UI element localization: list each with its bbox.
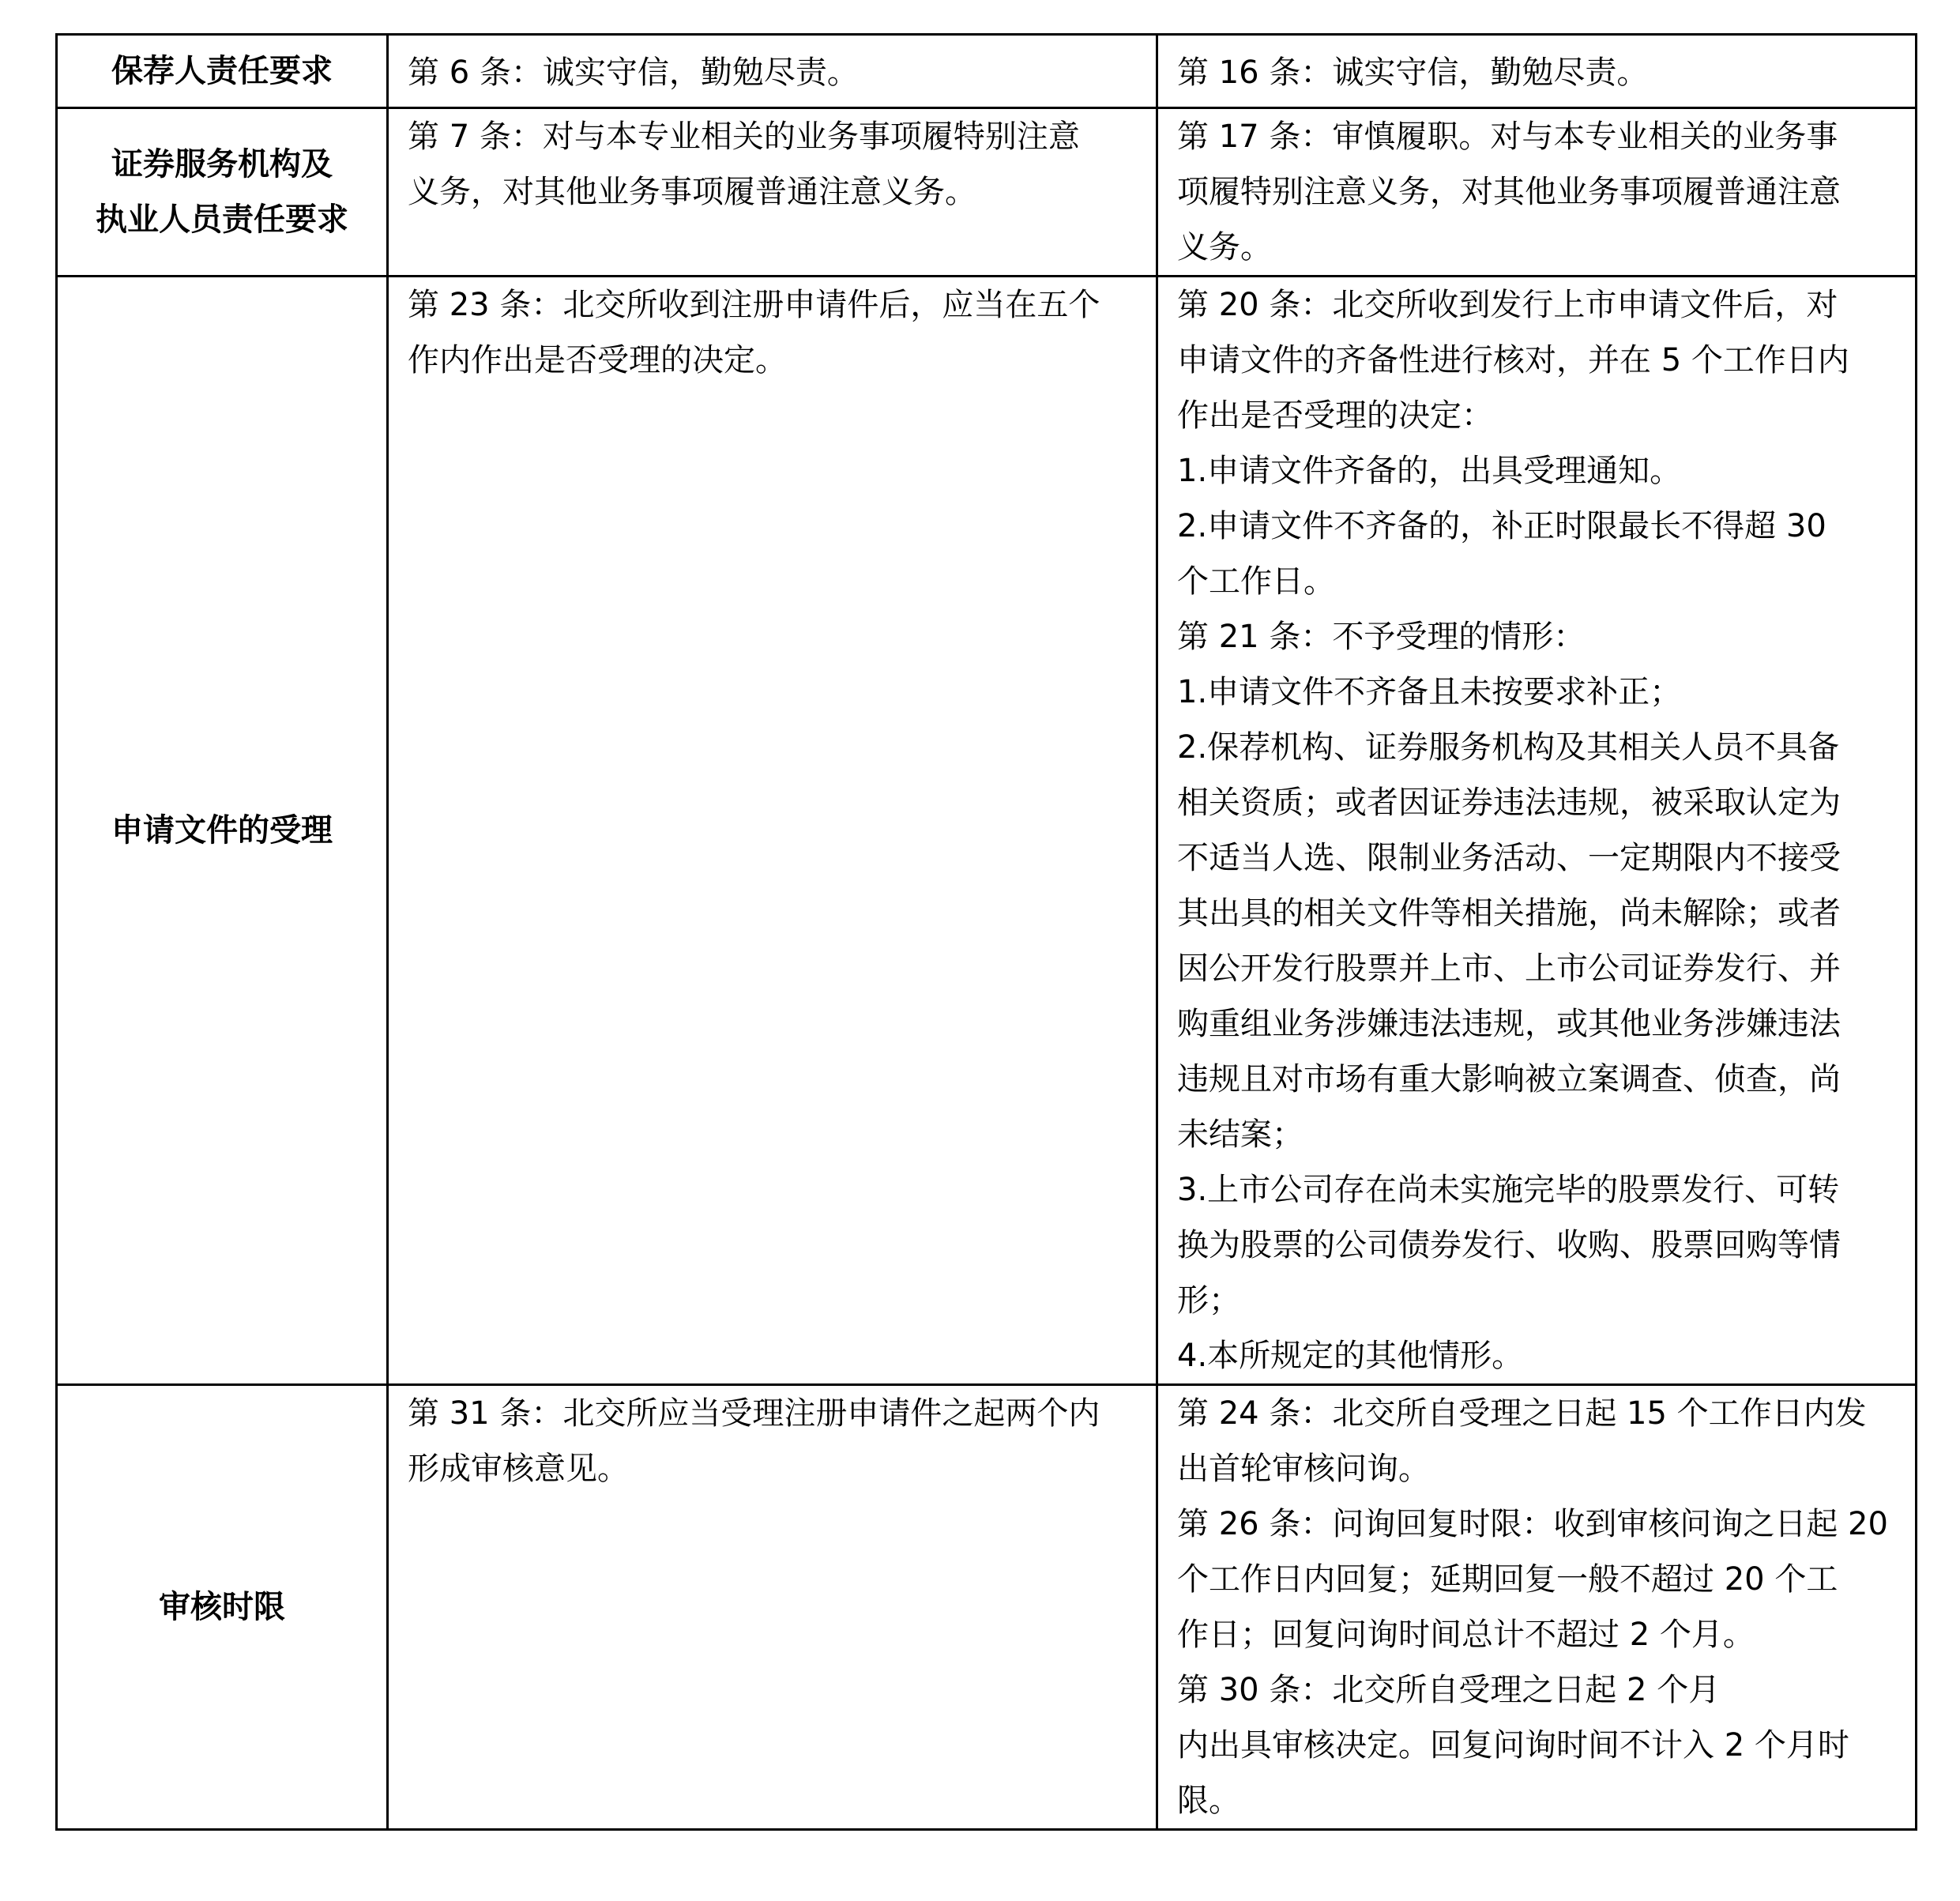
row-label [57, 277, 388, 1385]
cell-line: 形； [1177, 1282, 1240, 1319]
cell-line: 第 26 条：问询回复时限：收到审核问询之日起 20 [1177, 1506, 1888, 1542]
cell-line: 其出具的相关文件等相关措施，尚未解除；或者 [1177, 895, 1841, 932]
table-row [57, 1385, 1917, 1830]
right-cell [1157, 108, 1917, 277]
cell-line: 个工作日内回复；延期回复一般不超过 20 个工 [1177, 1561, 1838, 1598]
table-row [57, 277, 1917, 1385]
cell-line: 限。 [1177, 1782, 1240, 1819]
cell-line: 2.保荐机构、证券服务机构及其相关人员不具备 [1177, 729, 1840, 766]
cell-line: 3.上市公司存在尚未实施完毕的股票发行、可转 [1177, 1172, 1840, 1208]
cell-line: 第 23 条：北交所收到注册申请件后，应当在五个 [408, 287, 1100, 323]
cell-line: 项履特别注意义务，对其他业务事项履普通注意 [1177, 174, 1841, 210]
cell-line: 第 21 条：不予受理的情形： [1177, 619, 1586, 655]
cell-line: 第 6 条：诚实守信，勤勉尽责。 [408, 55, 859, 91]
comparison-table [55, 33, 1917, 1831]
cell-line: 第 31 条：北交所应当受理注册申请件之起两个内 [408, 1395, 1100, 1432]
row-label-line: 证券服务机构及 [111, 146, 333, 183]
cell-line: 4.本所规定的其他情形。 [1177, 1338, 1524, 1374]
left-cell [388, 35, 1157, 108]
cell-line: 购重组业务涉嫌违法违规，或其他业务涉嫌违法 [1177, 1006, 1841, 1042]
cell-line: 未结案； [1177, 1116, 1304, 1153]
right-cell [1157, 35, 1917, 108]
row-label [57, 108, 388, 277]
cell-line: 相关资质；或者因证券违法违规，被采取认定为 [1177, 785, 1841, 821]
left-cell [388, 277, 1157, 1385]
table-row [57, 108, 1917, 277]
left-cell [388, 108, 1157, 277]
cell-line: 换为股票的公司债券发行、收购、股票回购等情 [1177, 1227, 1841, 1263]
cell-line: 第 16 条：诚实守信，勤勉尽责。 [1177, 55, 1649, 91]
row-label [57, 35, 388, 108]
right-cell [1157, 277, 1917, 1385]
cell-line: 个工作日。 [1177, 563, 1335, 600]
row-label-line: 保荐人责任要求 [111, 53, 333, 89]
cell-line: 不适当人选、限制业务活动、一定期限内不接受 [1177, 840, 1841, 876]
cell-line: 形成审核意见。 [408, 1451, 629, 1487]
left-cell [388, 1385, 1157, 1830]
cell-line: 义务。 [1177, 229, 1272, 265]
table-row [57, 35, 1917, 108]
cell-line: 因公开发行股票并上市、上市公司证券发行、并 [1177, 950, 1841, 987]
cell-line: 义务，对其他业务事项履普通注意义务。 [408, 174, 976, 210]
cell-line: 第 24 条：北交所自受理之日起 15 个工作日内发 [1177, 1395, 1867, 1432]
row-label-line: 审核时限 [159, 1589, 285, 1625]
cell-line: 1.申请文件不齐备且未按要求补正； [1177, 674, 1682, 710]
row-label-line: 申请文件的受理 [111, 812, 333, 849]
cell-line: 作出是否受理的决定： [1177, 397, 1493, 434]
cell-line: 出首轮审核问询。 [1177, 1451, 1430, 1487]
row-label [57, 1385, 388, 1830]
cell-line: 第 7 条：对与本专业相关的业务事项履特别注意 [408, 119, 1080, 155]
cell-line: 申请文件的齐备性进行核对，并在 5 个工作日内 [1177, 342, 1849, 378]
row-label-line: 执业人员责任要求 [96, 201, 348, 238]
cell-line: 第 30 条：北交所自受理之日起 2 个月 [1177, 1672, 1721, 1708]
cell-line: 作日；回复问询时间总计不超过 2 个月。 [1177, 1617, 1755, 1653]
cell-line: 2.申请文件不齐备的，补正时限最长不得超 30 [1177, 508, 1826, 544]
cell-line: 1.申请文件齐备的，出具受理通知。 [1177, 453, 1682, 489]
cell-line: 内出具审核决定。回复问询时间不计入 2 个月时 [1177, 1727, 1849, 1764]
cell-line: 违规且对市场有重大影响被立案调查、侦查，尚 [1177, 1061, 1841, 1097]
cell-line: 作内作出是否受理的决定。 [408, 342, 787, 378]
cell-line: 第 20 条：北交所收到发行上市申请文件后，对 [1177, 287, 1838, 323]
right-cell [1157, 1385, 1917, 1830]
cell-line: 第 17 条：审慎履职。对与本专业相关的业务事 [1177, 119, 1838, 155]
